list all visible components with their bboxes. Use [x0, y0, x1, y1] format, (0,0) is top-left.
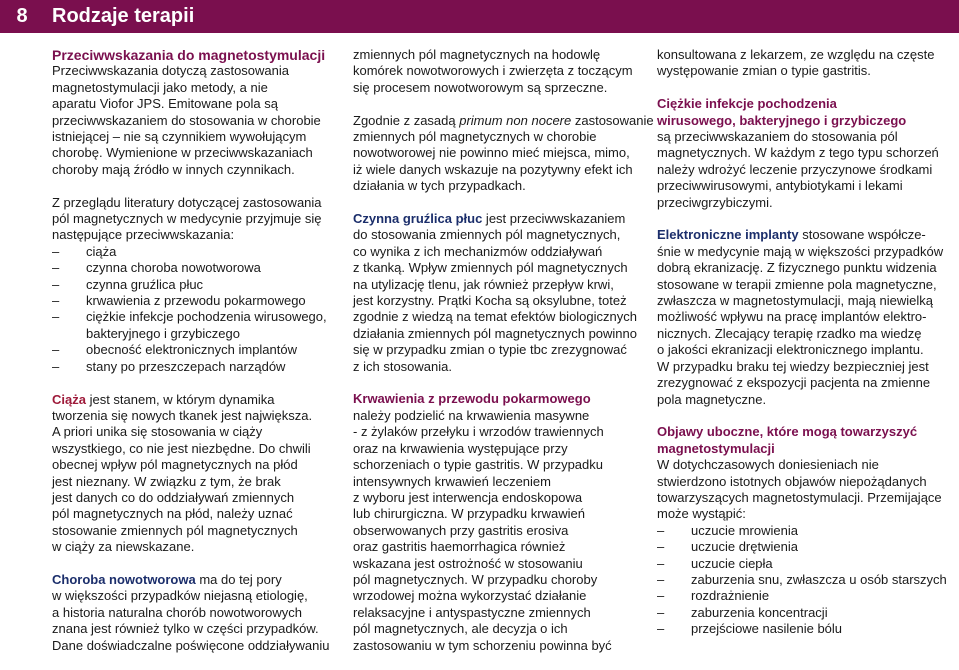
- paragraph-implants: Elektroniczne implanty stosowane współcze- śnie w medycynie mają w większości przypadków dobrą ekranizację. Z fizycznego punktu widzenia stosowane w terapii zmienne pola magnetyczne, zwłaszcza w magnetostymulacji, mają niewielką możliwość wpływu na pracę implantów elektro- nicznych. Zlecający terapię rzadko ma wiedzę o jakości ekranizacji elektronicznego implantu. W przypadku braku tej wiedzy bezpieczniej jest zrezygnować z ekspozycji pacjenta na zmienne pola magnetyczne.: [657, 227, 952, 407]
- list-item: – ciąża: [52, 243, 117, 259]
- text-line: zmiennych pól magnetycznych w chorobie: [353, 129, 597, 145]
- text-line: zmiennych pól magnetycznych na hodowlę: [353, 47, 601, 62]
- text-line: zrezygnować z ekspozycji pacjenta na zmienne: [657, 375, 931, 391]
- text-line: Ciężkie infekcje pochodzenia: [657, 96, 837, 112]
- text-line: pól magnetycznych, ale decyzja o ich: [353, 621, 568, 637]
- text-line: dobrą ekranizację. Z fizycznego punktu widzenia: [657, 260, 937, 276]
- column-2: [353, 47, 654, 670]
- page-number: 8: [16, 5, 28, 27]
- term-tuberculosis: Czynna gruźlica płuc: [353, 211, 483, 227]
- list-item-continuation: bakteryjnego i grzybiczego: [86, 325, 240, 341]
- text-line: tworzenia się nowych tkanek jest największa.: [52, 407, 313, 423]
- text-line: towarzyszących magnetostymulacji. Przemijające: [657, 489, 942, 505]
- paragraph-infections: [657, 96, 952, 211]
- text-line: A priori unika się stosowania w ciąży: [52, 424, 263, 440]
- list-item: – krwawienia z przewodu pokarmowego: [52, 293, 306, 309]
- text-line: wszystkiego, co nie jest niezbędne. Do chwili: [52, 440, 311, 456]
- text-line: z ich stosowania.: [353, 358, 452, 374]
- text-line: należy podzielić na krwawienia masywne: [353, 407, 590, 423]
- text-line: następujące przeciwwskazania:: [52, 227, 235, 243]
- text-line: stwierdzono istotnych objawów niepożądanych: [657, 473, 927, 489]
- column-1: [52, 47, 342, 670]
- text-line: na utylizację tlenu, jak również przepływ krwi,: [353, 276, 614, 292]
- paragraph-side-effects: [657, 424, 952, 637]
- text-line: W przypadku braku tej wiedzy bezpieczniej jest: [657, 358, 929, 374]
- side-effects-list: [657, 523, 952, 638]
- text-line: intensywnych krwawień leczeniem: [353, 473, 551, 489]
- text-line: Z przeglądu literatury dotyczącej zastosowania: [52, 194, 322, 210]
- text-line: obserwowanych przy gastritis erosiva: [353, 522, 569, 538]
- paragraph-pregnancy: Ciąża jest stanem, w którym dynamika tworzenia się nowych tkanek jest największa. A priori unika się stosowania w ciąży wszystkiego, co nie jest niezbędne. Do chwili obecnej wpływ pól magnetycznych na płód jest nieznany. W związku z tym, że brak jest danych co do oddziaływań zmiennych pól magnetycznych na płód, należy uznać stosowanie zmiennych pól magnetycznych w ciąży za niewskazane.: [52, 392, 342, 556]
- text-line: są przeciwwskazaniem do stosowania pól: [657, 129, 898, 145]
- paragraph-cancer: Choroba nowotworowa ma do tej pory w większości przypadków niejasną etiologię, a historia naturalna chorób nowotworowych znana jest również tylko w części przypadków. Dane doświadczalne poświęcone oddziaływaniu: [52, 572, 342, 654]
- section-title-infections: [657, 96, 952, 129]
- text-line: magnetycznych. W każdym z tego typu schorzeń: [657, 145, 939, 161]
- text-line: istniejącej – nie są czynnikiem wywołującym: [52, 129, 307, 145]
- text-line: występowanie zmian o typie gastritis.: [657, 63, 871, 79]
- text-line: działania zmiennych pól magnetycznych powinno: [353, 325, 637, 341]
- text-line: co wynika z ich mechanizmów oddziaływań: [353, 243, 603, 259]
- text-line: z tkanką. Wpływ zmiennych pól magnetycznych: [353, 260, 628, 276]
- text-line: nicznych. Zlecający terapię rzadko ma wiedzę: [657, 325, 922, 341]
- text-line: choroby mają źródło w innych czynnikach.: [52, 161, 295, 177]
- section-title-bleeding: Krwawienia z przewodu pokarmowego: [353, 391, 591, 407]
- section-title-contraindications: Przeciwwskazania do magnetostymulacji: [52, 47, 326, 63]
- list-item: – obecność elektronicznych implantów: [52, 342, 297, 358]
- text-line: stosowane w terapii zmienne pola magnetyczne,: [657, 276, 937, 292]
- list-item: – stany po przeszczepach narządów: [52, 358, 286, 374]
- text-line: obecnej wpływ pól magnetycznych na płód: [52, 457, 298, 473]
- text-line: jest korzystny. Prątki Kocha są oksylubne, toteż: [353, 293, 627, 309]
- text-line: Objawy uboczne, które mogą towarzyszyć: [657, 424, 918, 440]
- column-3: [657, 47, 952, 654]
- term-pregnancy: Ciąża: [52, 391, 86, 407]
- text-line: chorobę. Wymienione w przeciwwskazaniach: [52, 145, 313, 161]
- list-item: – czynna gruźlica płuc: [52, 276, 204, 292]
- text-line: komórek nowotworowych i zwierzęta z toczącym: [353, 63, 633, 79]
- text-line: oraz gastritis haemorrhagica również: [353, 539, 566, 555]
- text-line: jest nieznany. W związku z tym, że brak: [52, 473, 281, 489]
- text-line: zwłaszcza w magnetostymulacji, mają niewielką: [657, 293, 933, 309]
- term-cancer: Choroba nowotworowa: [52, 571, 196, 587]
- text-line: pola magnetyczne.: [657, 391, 767, 407]
- text-line: się procesem nowotworowym są sprzeczne.: [353, 79, 608, 95]
- list-item: – uczucie ciepła: [657, 555, 773, 571]
- text-line: magnetostymulacji: [657, 440, 775, 456]
- paragraph-cancer-cont: [353, 47, 643, 96]
- text-line: iż wiele danych wskazuje na pozytywny efekt ich: [353, 161, 633, 177]
- paragraph-review: [52, 195, 342, 244]
- text-line: a historia naturalna chorób nowotworowych: [52, 604, 303, 620]
- text-line: - z żylaków przełyku i wrzodów trawiennych: [353, 424, 604, 440]
- text-line: schorzeniach o typie gastritis. W przypadku: [353, 457, 603, 473]
- text-line: wirusowego, bakteryjnego i grzybiczego: [657, 112, 907, 128]
- text-line: lub chirurgiczna. W przypadku krwawień: [353, 506, 585, 522]
- text-line: się w przypadku zmian o typie tbc zrezygnować: [353, 342, 627, 358]
- text-line: należy wdrożyć leczenie przyczynowe środkami: [657, 161, 933, 177]
- text-line: wrzodowej można wykorzystać działanie: [353, 588, 587, 604]
- chapter-title: Rodzaje terapii: [52, 5, 195, 27]
- text-line: z wyboru jest interwencja endoskopowa: [353, 489, 583, 505]
- list-item: – zaburzenia snu, zwłaszcza u osób starszych: [657, 571, 947, 587]
- text-line: konsultowana z lekarzem, ze względu na częste: [657, 47, 935, 62]
- text-line: zastosowaniu w tym schorzeniu powinna być: [353, 637, 612, 653]
- text-line: w ciąży za niewskazane.: [52, 539, 195, 555]
- text-line: o jakości ekranizacji elektronicznego implantu.: [657, 342, 924, 358]
- list-item: – uczucie drętwienia: [657, 539, 798, 555]
- text-line: zgodnie z wiedzą na temat efektów biologicznych: [353, 309, 637, 325]
- text-line: W dotychczasowych doniesieniach nie: [657, 457, 879, 473]
- text-line: śnie w medycynie mają w większości przypadków: [657, 243, 944, 259]
- text-line: oraz na krwawienia występujące przy: [353, 440, 568, 456]
- list-item: – ciężkie infekcje pochodzenia wirusowego,: [52, 309, 327, 325]
- list-item: – zaburzenia koncentracji: [657, 604, 828, 620]
- text-line: do stosowania zmiennych pól magnetycznych,: [353, 227, 621, 243]
- paragraph-primum-non-nocere: Zgodnie z zasadą primum non nocere zastosowanie zmiennych pól magnetycznych w chorobie nowotworowej nie powinno mieć miejsca, mimo, iż wiele danych wskazuje na pozytywny efekt ich działania w tych przypadkach.: [353, 112, 654, 194]
- text-line: aparatu Viofor JPS. Emitowane pola są: [52, 96, 278, 112]
- list-item: – uczucie mrowienia: [657, 522, 798, 538]
- text-line: działania w tych przypadkach.: [353, 178, 526, 194]
- text-line: nowotworowej nie powinno mieć miejsca, mimo,: [353, 145, 630, 161]
- text-line: znana jest również tylko w części przypadków.: [52, 621, 319, 637]
- text-line: Przeciwwskazania dotyczą zastosowania: [52, 63, 289, 79]
- text-line: pól magnetycznych na płód, należy uznać: [52, 506, 293, 522]
- text-line: stosowanie zmiennych pól magnetycznych: [52, 522, 298, 538]
- text-line: pól magnetycznych w medycynie przyjmuje się: [52, 211, 322, 227]
- list-item: – przejściowe nasilenie bólu: [657, 621, 843, 637]
- list-item: – rozdrażnienie: [657, 588, 770, 604]
- section-title-side-effects: [657, 424, 952, 457]
- paragraph-bleeding-cont: [657, 47, 952, 80]
- text-line: przeciwgrzybiczymi.: [657, 194, 773, 210]
- text-line: możliwość wpływu na pracę implantów elektro-: [657, 309, 927, 325]
- text-line: przeciwwirusowymi, antybiotykami i lekami: [657, 178, 903, 194]
- text-line: magnetostymulacji jako metody, a nie: [52, 79, 268, 95]
- list-item: – czynna choroba nowotworowa: [52, 260, 261, 276]
- text-line: relaksacyjne i antyspastyczne zmiennych: [353, 604, 591, 620]
- text-line: pól magnetycznych. W przypadku choroby: [353, 571, 598, 587]
- text-line: przeciwwskazaniem do stosowania w chorobie: [52, 112, 321, 128]
- term-implants: Elektroniczne implanty: [657, 227, 799, 243]
- text-line: wskazana jest ostrożność w stosowaniu: [353, 555, 583, 571]
- paragraph-tuberculosis: Czynna gruźlica płuc jest przeciwwskazaniem do stosowania zmiennych pól magnetycznych, co wynika z ich mechanizmów oddziaływań z tkanką. Wpływ zmiennych pól magnetycznych na utylizację tlenu, jak również przepływ krwi, jest korzystny. Prątki Kocha są oksylubne, toteż zgodnie z wiedzą na temat efektów biologicznych działania zmiennych pól magnetycznych powinno się w przypadku zmian o typie tbc zrezygnować z ich stosowania.: [353, 211, 643, 375]
- text-line: może wystąpić:: [657, 506, 746, 522]
- text-line: jest danych co do oddziaływań zmiennych: [52, 489, 295, 505]
- paragraph-intro: [52, 63, 342, 178]
- paragraph-bleeding: [353, 391, 643, 654]
- text-line: w większości przypadków niejasną etiologię,: [52, 588, 308, 604]
- text-line: Dane doświadczalne poświęcone oddziaływaniu: [52, 637, 330, 653]
- contraindication-list: [52, 244, 342, 375]
